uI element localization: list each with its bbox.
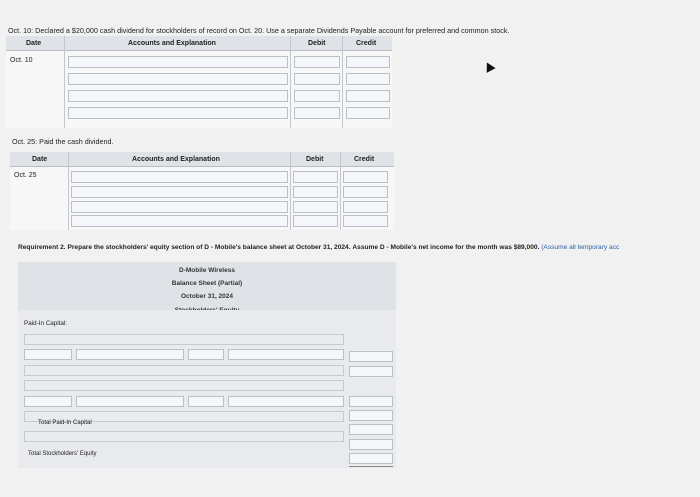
credit-input-3[interactable]	[343, 201, 388, 213]
amount-input-5[interactable]	[349, 439, 393, 450]
mouse-cursor-icon	[482, 60, 495, 73]
line-item-input-5[interactable]	[24, 431, 344, 442]
q2-instruction: Oct. 25: Paid the cash dividend.	[12, 137, 114, 146]
account-input-3[interactable]	[68, 90, 288, 102]
paid-in-capital-label: Paid-In Capital:	[24, 320, 68, 327]
debit-input-3[interactable]	[293, 201, 338, 213]
amount-input-2[interactable]	[349, 366, 393, 377]
total-paid-in-capital-input[interactable]	[349, 424, 393, 435]
credit-input-4[interactable]	[346, 107, 390, 119]
header-debit: Debit	[308, 40, 326, 47]
account-input-1[interactable]	[71, 171, 288, 183]
debit-input-4[interactable]	[294, 107, 340, 119]
debit-input-1[interactable]	[293, 171, 338, 183]
debit-input-1[interactable]	[294, 56, 340, 68]
debit-input-3[interactable]	[294, 90, 340, 102]
account-input-4[interactable]	[71, 215, 288, 227]
header-accounts: Accounts and Explanation	[128, 40, 216, 47]
requirement-2-instruction	[18, 244, 619, 251]
journal-table-oct10	[6, 36, 392, 128]
date-cell: Oct. 10	[10, 57, 33, 64]
requirement-2-note: (Assume all temporary acc	[541, 244, 620, 251]
statement-title: Balance Sheet (Partial)	[171, 280, 243, 287]
line-item-input-3[interactable]	[24, 380, 344, 391]
debit-input-2[interactable]	[294, 73, 340, 85]
company-name: D-Mobile Wireless	[179, 267, 235, 274]
total-paid-in-capital-label: Total Paid-In Capital	[38, 420, 92, 426]
header-debit: Debit	[306, 156, 324, 163]
debit-input-4[interactable]	[293, 215, 338, 227]
stock-description-input-1[interactable]	[76, 349, 184, 360]
requirement-2-net-income: Assume D - Mobile's net income for the month was $89,000.	[352, 244, 540, 251]
amount-input-3[interactable]	[349, 396, 393, 407]
line-item-input-1[interactable]	[24, 334, 344, 345]
requirement-2-prefix: Requirement 2. Prepare the stockholders' equity section of D - Mobile's balance sheet at October 31, 2024.	[18, 244, 351, 251]
total-stockholders-equity-label: Total Stockholders' Equity	[28, 451, 97, 457]
account-input-1[interactable]	[68, 56, 288, 68]
credit-input-1[interactable]	[346, 56, 390, 68]
q1-instruction: Oct. 10: Declared a $20,000 cash dividend for stockholders of record on Oct. 20. Use a separate Dividends Payable account for preferred and common stock.	[8, 26, 510, 35]
amount-input-4[interactable]	[349, 410, 393, 421]
line-item-input-2[interactable]	[24, 365, 344, 376]
double-underline	[349, 466, 393, 467]
credit-input-2[interactable]	[343, 186, 388, 198]
header-accounts: Accounts and Explanation	[132, 156, 220, 163]
account-input-2[interactable]	[68, 73, 288, 85]
credit-input-4[interactable]	[343, 215, 388, 227]
stock-type-input-2[interactable]	[228, 396, 344, 407]
debit-input-2[interactable]	[293, 186, 338, 198]
header-credit: Credit	[354, 156, 375, 163]
credit-input-3[interactable]	[346, 90, 390, 102]
par-input-1[interactable]	[188, 349, 224, 360]
shares-input-1[interactable]	[24, 349, 72, 360]
balance-sheet-body	[18, 310, 396, 468]
total-stockholders-equity-input[interactable]	[349, 453, 393, 464]
stock-description-input-2[interactable]	[76, 396, 184, 407]
shares-input-2[interactable]	[24, 396, 72, 407]
header-date: Date	[26, 40, 42, 47]
statement-date: October 31, 2024	[180, 293, 234, 300]
par-input-2[interactable]	[188, 396, 224, 407]
stock-type-input-1[interactable]	[228, 349, 344, 360]
date-cell: Oct. 25	[14, 172, 37, 179]
balance-sheet-header	[18, 262, 396, 310]
account-input-3[interactable]	[71, 201, 288, 213]
header-date: Date	[32, 156, 48, 163]
credit-input-2[interactable]	[346, 73, 390, 85]
credit-input-1[interactable]	[343, 171, 388, 183]
account-input-2[interactable]	[71, 186, 288, 198]
amount-input-1[interactable]	[349, 351, 393, 362]
journal-table-oct25	[10, 152, 394, 230]
header-credit: Credit	[356, 40, 377, 47]
account-input-4[interactable]	[68, 107, 288, 119]
